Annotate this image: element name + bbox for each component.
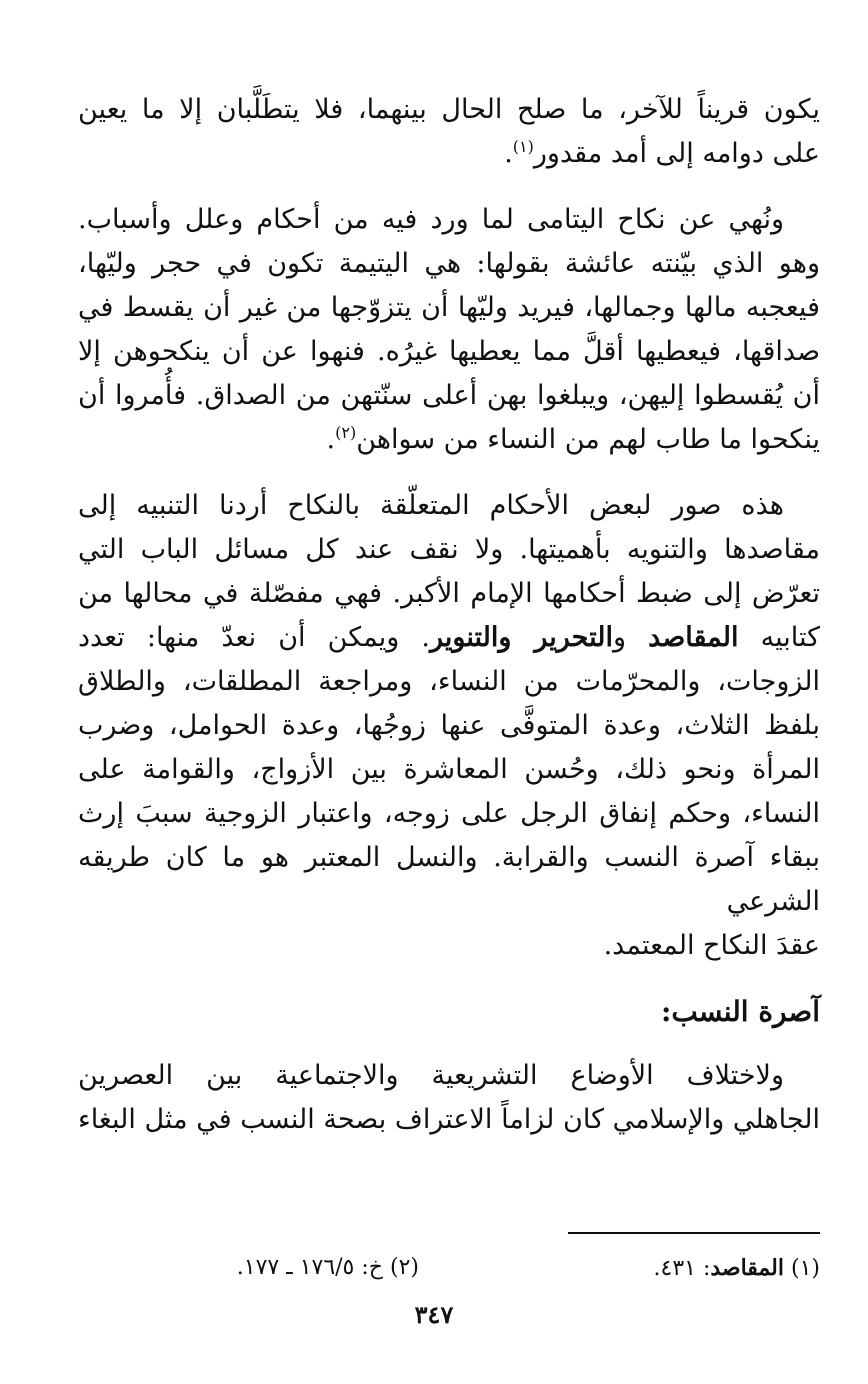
line: عقدَ النكاح المعتمد. (603, 930, 820, 961)
line: الزوجات، والمحرّمات من النساء، ومراجعة المطلقات، والطلاق (78, 666, 820, 697)
line: المرأة ونحو ذلك، وحُسن المعاشرة بين الأزواج، والقوامة على (78, 754, 820, 785)
book-title-maqasid: المقاصد (648, 622, 739, 653)
footnote-number: (٢) (389, 1255, 419, 1280)
line-text: . ويمكن أن نعدّ منها: تعدد (78, 622, 430, 653)
footnote-1 (479, 1248, 820, 1289)
paragraph-2 (78, 198, 820, 462)
line-text: كتابيه (760, 622, 821, 653)
line: ولاختلاف الأوضاع التشريعية والاجتماعية بين العصرين (78, 1060, 784, 1091)
line (78, 616, 820, 660)
page-number: ٣٤٧ (414, 1300, 454, 1329)
line: الجاهلي والإسلامي كان لزاماً الاعتراف بصحة النسب في مثل البغاء (78, 1104, 820, 1135)
line: ببقاء آصرة النسب والقرابة. والنسل المعتبر هو ما كان طريقه الشرعي (78, 842, 820, 917)
line-text: ينكحوا ما طاب لهم من النساء من سواهن (356, 424, 820, 455)
line-text: على دوامه إلى أمد مقدور (533, 138, 820, 169)
footnote-2 (78, 1248, 479, 1289)
line: تعرّض إلى ضبط أحكامها الإمام الأكبر. فهي مفصّلة في محالها من (78, 578, 820, 609)
footnote-reference: خ: ١٧٦/٥ ـ ١٧٧. (236, 1255, 383, 1280)
line: مقاصدها والتنويه بأهميتها. ولا نقف عند كل مسائل الباب التي (78, 534, 820, 565)
footnote-ref-1[interactable]: (١) (512, 137, 534, 156)
line: النساء، وحكم إنفاق الرجل على زوجه، واعتبار الزوجية سببَ إرث (78, 798, 820, 829)
line: وهو الذي بيّنته عائشة بقولها: هي اليتيمة تكون في حجر وليّها، (78, 248, 820, 279)
footnotes (78, 1248, 820, 1289)
punctuation: . (504, 138, 513, 169)
section-heading: آصرة النسب: (661, 995, 820, 1028)
line: صداقها، فيعطيها أقلَّ مما يعطيها غيرُه. فنهوا عن أن ينكحوهن إلا (78, 336, 820, 367)
paragraph-1 (78, 88, 820, 176)
footnote-source: المقاصد (710, 1255, 784, 1281)
line: يكون قريناً للآخر، ما صلح الحال بينهما، فلا يتطَلَّبان إلا ما يعين (78, 94, 820, 125)
footnote-reference: : ٤٣١. (653, 1256, 711, 1281)
paragraph-4 (78, 1054, 820, 1142)
line: ونُهي عن نكاح اليتامى لما ورد فيه من أحكام وعلل وأسباب. (78, 204, 784, 235)
line: هذه صور لبعض الأحكام المتعلّقة بالنكاح أردنا التنبيه إلى (78, 490, 784, 521)
paragraph-3 (78, 484, 820, 968)
punctuation: . (326, 424, 336, 455)
conjunction: و (612, 622, 627, 653)
footnote-ref-2[interactable]: (٢) (335, 423, 357, 442)
line (78, 132, 820, 176)
book-title-tahrir: التحرير والتنوير (430, 622, 613, 653)
line: أن يُقسطوا إليهن، ويبلغوا بهن أعلى سنّتهن من الصداق. فأُمروا أن (78, 380, 820, 411)
line (78, 418, 820, 462)
footnote-divider (568, 1232, 820, 1234)
line: فيعجبه مالها وجمالها، فيريد وليّها أن يتزوّجها من غير أن يقسط في (78, 292, 820, 323)
line: بلفظ الثلاث، وعدة المتوفَّى عنها زوجُها، وعدة الحوامل، وضرب (78, 710, 820, 741)
footnote-number: (١) (790, 1256, 820, 1281)
